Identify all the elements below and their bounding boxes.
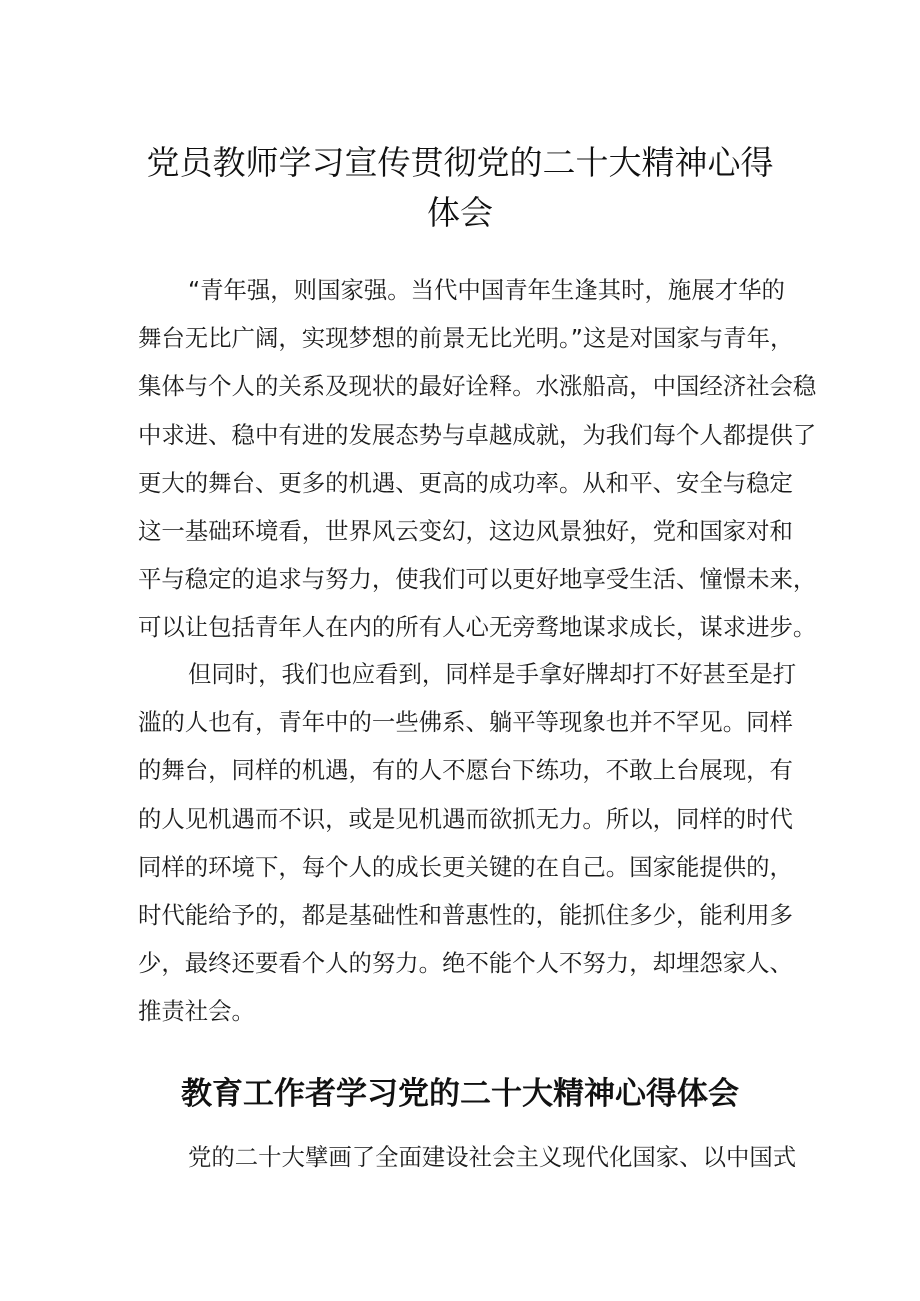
paragraph-1-line: 更大的舞台、更多的机遇、更高的成功率。从和平、安全与稳定 <box>138 468 793 497</box>
paragraph-1 <box>138 266 817 652</box>
paragraph-3 <box>138 1133 798 1181</box>
paragraph-1-line: 可以让包括青年人在内的所有人心无旁骛地谋求成长，谋求进步。 <box>138 613 817 642</box>
paragraph-1-line: “青年强，则国家强。当代中国青年生逢其时，施展才华的 <box>188 276 785 304</box>
paragraph-2 <box>138 650 798 1036</box>
paragraph-2-line: 少，最终还要看个人的努力。绝不能个人不努力，却埋怨家人、 <box>138 949 793 978</box>
paragraph-1-line: 舞台无比广阔，实现梦想的前景无比光明。”这是对国家与青年， <box>138 324 794 353</box>
document-title-line-1: 党员教师学习宣传贯彻党的二十大精神心得 <box>146 143 774 182</box>
paragraph-2-line: 的人见机遇而不识，或是见机遇而欲抓无力。所以，同样的时代 <box>138 804 793 833</box>
paragraph-2-line: 滥的人也有，青年中的一些佛系、躺平等现象也并不罕见。同样 <box>138 708 793 737</box>
paragraph-2-line: 同样的环境下，每个人的成长更关键的在自己。国家能提供的， <box>138 852 793 881</box>
paragraph-1-line: 集体与个人的关系及现状的最好诠释。水涨船高，中国经济社会稳 <box>138 372 817 401</box>
paragraph-1-line: 平与稳定的追求与努力，使我们可以更好地享受生活、憧憬未来， <box>138 565 817 594</box>
paragraph-2-line: 推责社会。 <box>138 997 255 1026</box>
paragraph-2-line: 的舞台，同样的机遇，有的人不愿台下练功，不敢上台展现，有 <box>138 756 793 785</box>
paragraph-2-line: 但同时，我们也应看到，同样是手拿好牌却打不好甚至是打 <box>188 660 797 688</box>
paragraph-1-line: 这一基础环境看，世界风云变幻，这边风景独好，党和国家对和 <box>138 516 793 545</box>
paragraph-3-line: 党的二十大擘画了全面建设社会主义现代化国家、以中国式 <box>188 1143 797 1171</box>
paragraph-1-line: 中求进、稳中有进的发展态势与卓越成就，为我们每个人都提供了 <box>138 420 817 449</box>
document-title-line-2: 体会 <box>427 193 493 232</box>
section-heading: 教育工作者学习党的二十大精神心得体会 <box>181 1076 739 1112</box>
paragraph-2-line: 时代能给予的，都是基础性和普惠性的，能抓住多少，能利用多 <box>138 900 793 929</box>
